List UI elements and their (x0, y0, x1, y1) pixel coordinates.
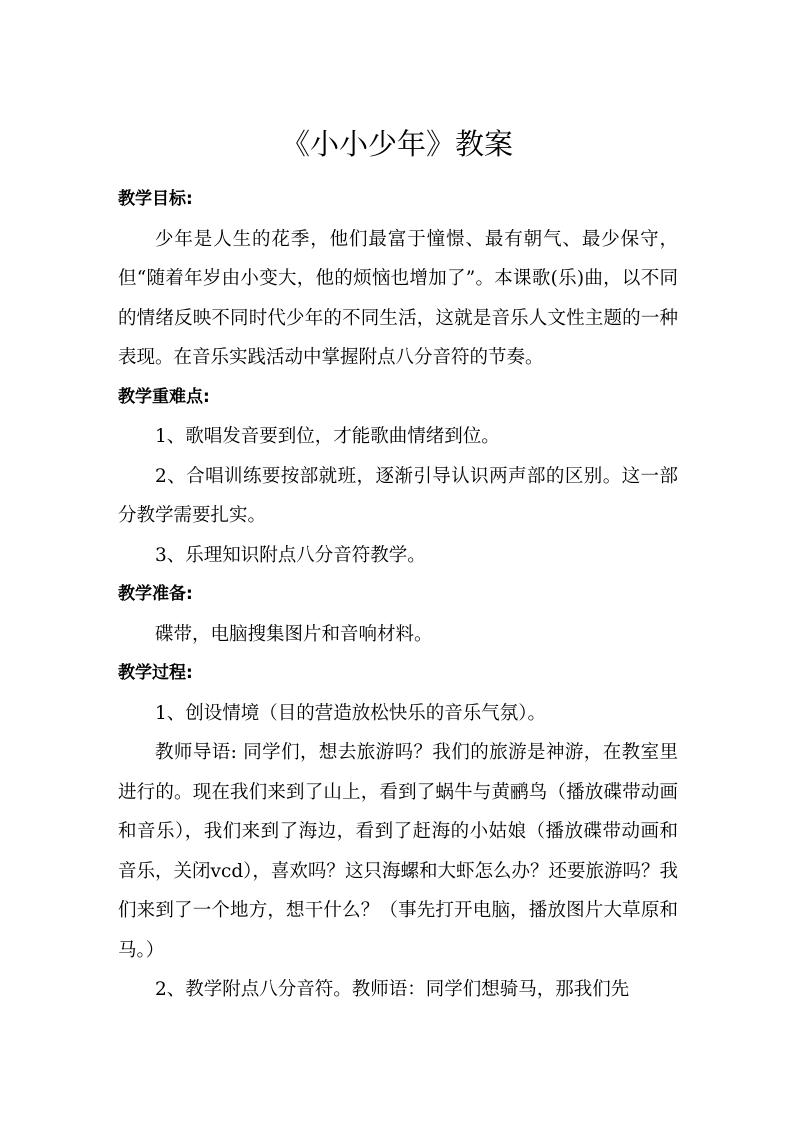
key-point-2: 2、合唱训练要按部就班，逐渐引导认识两声部的区别。这一部分教学需要扎实。 (118, 465, 678, 526)
document-title: 《小小少年》教案 (280, 127, 513, 161)
key-point-3: 3、乐理知识附点八分音符教学。 (155, 544, 426, 566)
document-body (118, 180, 678, 1010)
objectives-paragraph: 少年是人生的花季，他们最富于憧憬、最有朝气、最少保守，但“随着年岁由小变大，他的烦恼也增加了”。本课歌(乐)曲，以不同的情绪反映不同时代少年的不同生活，这就是音乐人文性主题的一种表现。在音乐实践活动中掌握附点八分音符的节奏。 (118, 228, 678, 368)
section-heading-objectives: 教学目标: (118, 189, 193, 209)
process-step-1: 1、创设情境（目的营造放松快乐的音乐气氛）。 (155, 702, 547, 724)
teacher-intro-paragraph: 教师导语: 同学们，想去旅游吗？我们的旅游是神游，在教室里进行的。现在我们来到了山上，看到了蜗牛与黄鹂鸟（播放碟带动画和音乐），我们来到了海边，看到了赶海的小姑娘（播放碟带动画和音乐，关闭vcd），喜欢吗？这只海螺和大虾怎么办？还要旅游吗？我们来到了一个地方，想干什么？（事先打开电脑，播放图片大草原和马。） (118, 742, 678, 961)
process-step-2: 2、教学附点八分音符。教师语：同学们想骑马，那我们先 (155, 979, 630, 1000)
section-heading-key-points: 教学重难点: (118, 386, 210, 407)
section-heading-preparation: 教学准备: (118, 584, 193, 604)
section-heading-process: 教学过程: (118, 663, 193, 683)
key-point-1: 1、歌唱发音要到位，才能歌曲情绪到位。 (155, 426, 500, 447)
preparation-paragraph: 碟带，电脑搜集图片和音响材料。 (155, 623, 433, 645)
